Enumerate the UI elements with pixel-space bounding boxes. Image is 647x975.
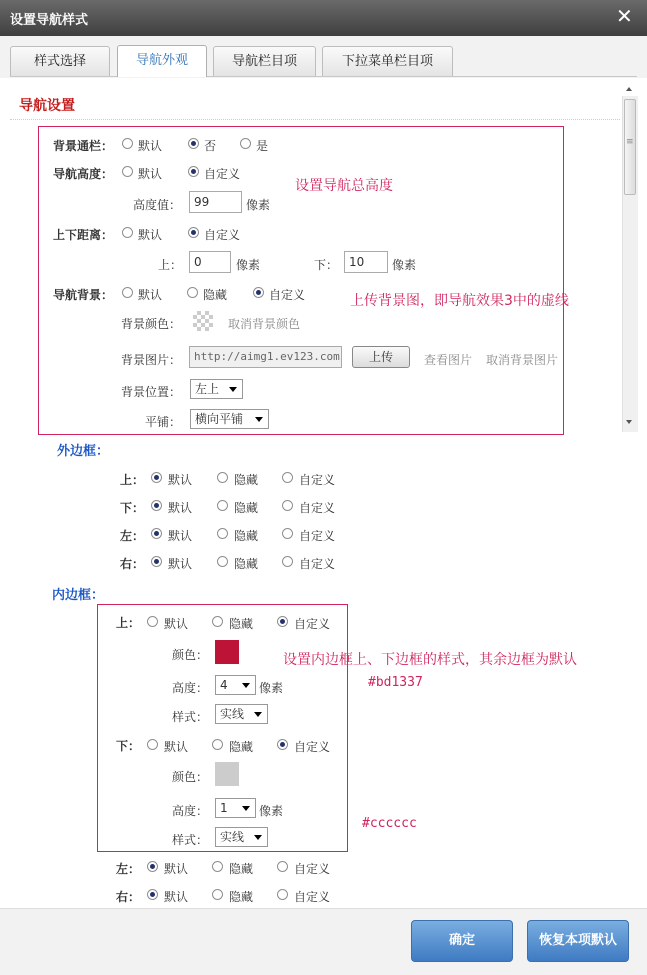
radio-label: 默认	[138, 139, 163, 153]
unit-label: 像素	[236, 258, 261, 272]
radio-label: 默认	[138, 167, 163, 181]
full-width-label: 背景通栏：	[53, 139, 114, 153]
annotation-height: 设置导航总高度	[295, 178, 393, 194]
full-width-no-radio[interactable]	[188, 138, 199, 149]
radio-label: 隐藏	[234, 473, 259, 487]
inner-bottom-style-label: 样式：	[172, 833, 209, 847]
inner-bottom-color-swatch[interactable]	[215, 762, 239, 786]
bg-position-select[interactable]: 左上	[190, 379, 243, 399]
radio-label: 是	[256, 139, 269, 153]
radio-label: 默认	[168, 501, 193, 515]
radio-label: 隐藏	[234, 557, 259, 571]
cancel-bg-image-link[interactable]: 取消背景图片	[486, 353, 559, 367]
outer-left-custom-radio[interactable]	[282, 528, 293, 539]
tile-label: 平铺：	[145, 415, 182, 429]
inner-top-style-select[interactable]: 实线	[215, 704, 268, 724]
cancel-bg-color-link[interactable]: 取消背景颜色	[228, 317, 301, 331]
height-value-input[interactable]: 99	[189, 191, 242, 213]
outer-top-hide-radio[interactable]	[217, 472, 228, 483]
scroll-up-icon[interactable]	[626, 87, 632, 91]
spacing-label: 上下距离：	[53, 228, 114, 242]
inner-right-label: 右：	[116, 890, 141, 904]
full-width-yes-radio[interactable]	[240, 138, 251, 149]
section-title: 导航设置	[19, 98, 75, 114]
radio-label: 隐藏	[229, 617, 254, 631]
unit-label: 像素	[259, 804, 284, 818]
annotation-bottom-color: #cccccc	[362, 816, 417, 831]
radio-label: 自定义	[299, 557, 336, 571]
outer-top-custom-radio[interactable]	[282, 472, 293, 483]
outer-top-default-radio[interactable]	[151, 472, 162, 483]
outer-right-hide-radio[interactable]	[217, 556, 228, 567]
close-icon[interactable]: ✕	[616, 4, 633, 28]
radio-label: 隐藏	[229, 740, 254, 754]
inner-right-custom-radio[interactable]	[277, 889, 288, 900]
outer-bottom-custom-radio[interactable]	[282, 500, 293, 511]
bottom-label: 下：	[314, 258, 339, 272]
outer-bottom-default-radio[interactable]	[151, 500, 162, 511]
inner-top-color-label: 颜色：	[172, 648, 209, 662]
tile-select[interactable]: 横向平铺	[190, 409, 269, 429]
bg-image-input[interactable]: http://aimg1.ev123.com	[189, 346, 342, 368]
bottom-spacing-input[interactable]: 10	[344, 251, 388, 273]
full-width-default-radio[interactable]	[122, 138, 133, 149]
annotation-box-nav	[38, 126, 564, 435]
radio-label: 自定义	[294, 617, 331, 631]
radio-label: 默认	[168, 557, 193, 571]
radio-label: 隐藏	[234, 501, 259, 515]
scrollbar-thumb[interactable]	[624, 99, 636, 195]
inner-border-title: 内边框：	[52, 588, 105, 603]
divider	[10, 119, 620, 120]
inner-top-height-label: 高度：	[172, 681, 209, 695]
radio-label: 自定义	[204, 228, 241, 242]
radio-label: 默认	[164, 862, 189, 876]
height-default-radio[interactable]	[122, 166, 133, 177]
outer-border-title: 外边框：	[57, 444, 110, 459]
bg-position-label: 背景位置：	[121, 385, 182, 399]
tab-divider	[10, 76, 637, 77]
tab-dropdown-items[interactable]: 下拉菜单栏目项	[322, 46, 453, 76]
inner-bottom-label: 下：	[116, 739, 141, 753]
bg-color-swatch[interactable]	[193, 311, 213, 331]
bg-image-label: 背景图片：	[121, 353, 182, 367]
radio-label: 隐藏	[229, 862, 254, 876]
inner-right-default-radio[interactable]	[147, 889, 158, 900]
radio-label: 默认	[164, 617, 189, 631]
radio-label: 隐藏	[203, 288, 228, 302]
inner-bottom-height-select[interactable]: 1	[215, 798, 256, 818]
inner-top-hide-radio[interactable]	[212, 616, 223, 627]
height-value-label: 高度值：	[133, 198, 182, 212]
top-label: 上：	[158, 258, 183, 272]
outer-left-hide-radio[interactable]	[217, 528, 228, 539]
radio-label: 自定义	[299, 473, 336, 487]
bg-default-radio[interactable]	[122, 287, 133, 298]
inner-bottom-hide-radio[interactable]	[212, 739, 223, 750]
title-bar	[0, 0, 647, 36]
radio-label: 自定义	[294, 740, 331, 754]
inner-top-height-select[interactable]: 4	[215, 675, 256, 695]
outer-top-label: 上：	[120, 473, 145, 487]
radio-label: 隐藏	[229, 890, 254, 904]
outer-bottom-label: 下：	[120, 501, 145, 515]
radio-label: 自定义	[269, 288, 306, 302]
annotation-bg: 上传背景图，即导航效果3中的虚线	[350, 293, 569, 309]
radio-label: 默认	[138, 288, 163, 302]
radio-label: 隐藏	[234, 529, 259, 543]
outer-right-custom-radio[interactable]	[282, 556, 293, 567]
bg-hide-radio[interactable]	[187, 287, 198, 298]
spacing-custom-radio[interactable]	[188, 227, 199, 238]
tab-style-select[interactable]: 样式选择	[10, 46, 110, 76]
inner-bottom-custom-radio[interactable]	[277, 739, 288, 750]
inner-top-style-label: 样式：	[172, 710, 209, 724]
dialog-title: 设置导航样式	[10, 13, 89, 28]
spacing-default-radio[interactable]	[122, 227, 133, 238]
outer-bottom-hide-radio[interactable]	[217, 500, 228, 511]
unit-label: 像素	[392, 258, 417, 272]
inner-top-custom-radio[interactable]	[277, 616, 288, 627]
inner-bottom-style-select[interactable]: 实线	[215, 827, 268, 847]
inner-top-label: 上：	[116, 616, 141, 630]
scroll-down-icon[interactable]	[626, 420, 632, 424]
inner-left-custom-radio[interactable]	[277, 861, 288, 872]
confirm-button[interactable]: 确定	[411, 920, 513, 962]
bg-custom-radio[interactable]	[253, 287, 264, 298]
restore-default-button[interactable]: 恢复本项默认	[527, 920, 629, 962]
unit-label: 像素	[246, 198, 271, 212]
grip-icon: ≡	[626, 137, 634, 147]
upload-button[interactable]: 上传	[352, 346, 410, 368]
inner-top-color-swatch[interactable]	[215, 640, 239, 664]
top-spacing-input[interactable]: 0	[189, 251, 231, 273]
inner-right-hide-radio[interactable]	[212, 889, 223, 900]
outer-right-label: 右：	[120, 557, 145, 571]
view-image-link[interactable]: 查看图片	[424, 353, 473, 367]
annotation-inner: 设置内边框上、下边框的样式，其余边框为默认	[283, 652, 577, 668]
tab-nav-appearance[interactable]: 导航外观	[117, 45, 207, 77]
nav-height-label: 导航高度：	[53, 167, 114, 181]
annotation-top-color: #bd1337	[368, 675, 423, 690]
radio-label: 默认	[168, 473, 193, 487]
inner-left-hide-radio[interactable]	[212, 861, 223, 872]
radio-label: 默认	[164, 740, 189, 754]
bg-color-label: 背景颜色：	[121, 317, 182, 331]
inner-bottom-height-label: 高度：	[172, 804, 209, 818]
height-custom-radio[interactable]	[188, 166, 199, 177]
radio-label: 默认	[168, 529, 193, 543]
inner-left-label: 左：	[116, 862, 141, 876]
inner-top-default-radio[interactable]	[147, 616, 158, 627]
nav-bg-label: 导航背景：	[53, 288, 114, 302]
inner-bottom-color-label: 颜色：	[172, 770, 209, 784]
inner-left-default-radio[interactable]	[147, 861, 158, 872]
radio-label: 自定义	[204, 167, 241, 181]
radio-label: 自定义	[299, 529, 336, 543]
radio-label: 默认	[138, 228, 163, 242]
unit-label: 像素	[259, 681, 284, 695]
outer-left-label: 左：	[120, 529, 145, 543]
radio-label: 否	[204, 139, 217, 153]
radio-label: 自定义	[294, 862, 331, 876]
tab-nav-items[interactable]: 导航栏目项	[213, 46, 316, 76]
outer-left-default-radio[interactable]	[151, 528, 162, 539]
outer-right-default-radio[interactable]	[151, 556, 162, 567]
radio-label: 自定义	[294, 890, 331, 904]
radio-label: 自定义	[299, 501, 336, 515]
radio-label: 默认	[164, 890, 189, 904]
inner-bottom-default-radio[interactable]	[147, 739, 158, 750]
